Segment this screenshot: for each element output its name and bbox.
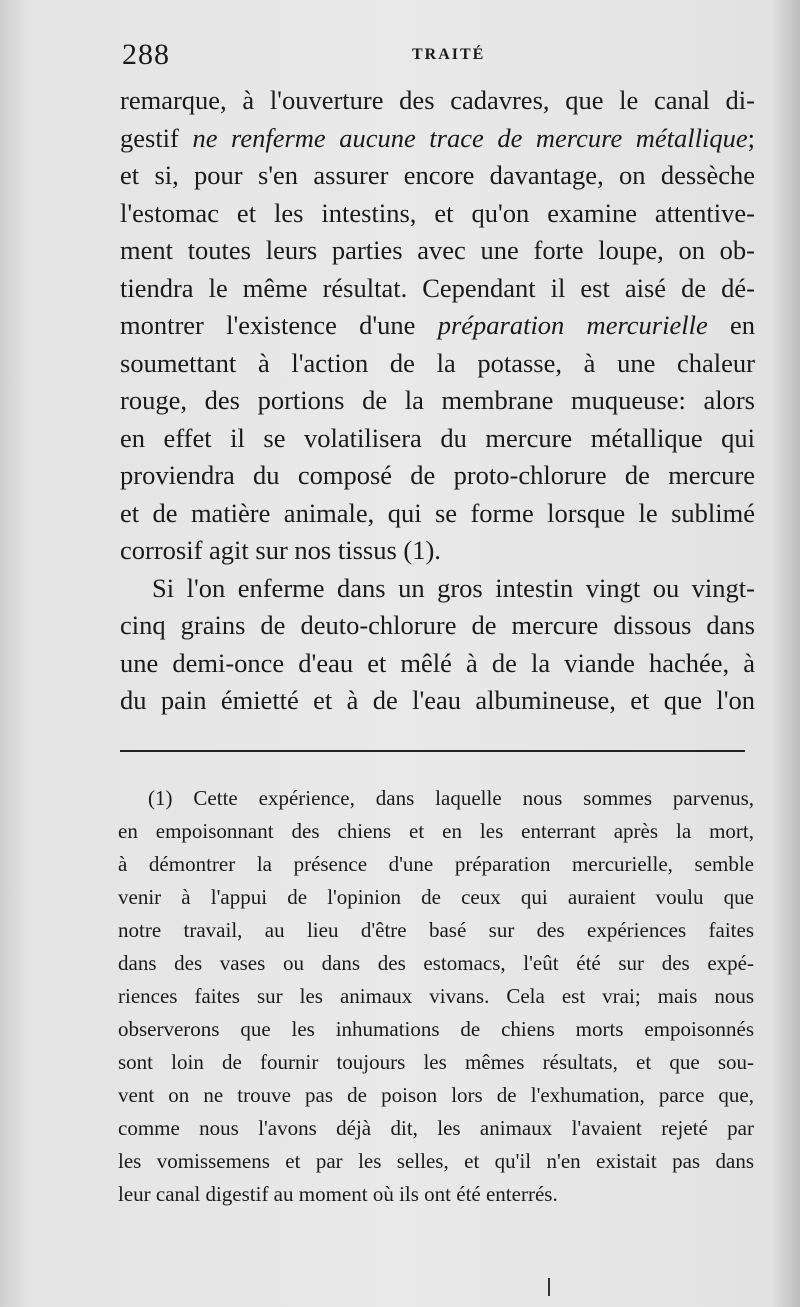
footnote-line: riences faites sur les animaux vivans. Cela est vrai; mais nous (118, 984, 754, 1008)
footnote-line: à démontrer la présence d'une préparation mercurielle, semble (118, 852, 754, 876)
footnote-line: (1) Cette expérience, dans laquelle nous sommes parvenus, (148, 786, 754, 810)
text-line: ment toutes leurs parties avec une forte loupe, on ob- (120, 235, 755, 265)
text-line: et de matière animale, qui se forme lorsque le sublimé (120, 497, 755, 528)
page-number: 288 (122, 38, 170, 71)
footnote-line: les vomissemens et par les selles, et qu'il n'en existait pas dans (118, 1149, 754, 1173)
text-line: remarque, à l'ouverture des cadavres, que le canal di- (120, 85, 755, 115)
footnote-line: observerons que les inhumations de chiens morts empoisonnés (118, 1017, 754, 1041)
paragraph-1 (120, 82, 755, 570)
running-title: TRAITÉ (412, 46, 486, 63)
footnote-line: leur canal digestif au moment où ils ont été enterrés. (118, 1182, 558, 1206)
footnote-line: en empoisonnant des chiens et en les enterrant après la mort, (118, 819, 754, 843)
text-line: cinq grains de deuto-chlorure de mercure dissous dans (120, 610, 755, 640)
footnote-rule (120, 750, 745, 752)
printer-mark (548, 1278, 550, 1296)
text-line: et si, pour s'en assurer encore davantage, on dessèche (120, 160, 755, 190)
text-line: Si l'on enferme dans un gros intestin vingt ou vingt- (152, 572, 755, 603)
page-header (122, 38, 752, 78)
main-text (120, 82, 755, 720)
text-line: rouge, des portions de la membrane muqueuse: alors (120, 385, 755, 415)
footnote-line: comme nous l'avons déjà dit, les animaux l'avaient rejeté par (118, 1116, 754, 1140)
italic-phrase: préparation mercurielle (437, 310, 708, 340)
text-line: montrer l'existence d'une préparation mercurielle en (120, 310, 756, 340)
footnote-line: sont loin de fournir toujours les mêmes résultats, et que sou- (118, 1050, 754, 1074)
footnote (118, 782, 754, 1211)
text-line: tiendra le même résultat. Cependant il est aisé de dé- (120, 272, 755, 303)
text-line: en effet il se volatilisera du mercure métallique qui (120, 422, 755, 453)
text-line: corrosif agit sur nos tissus (1). (120, 535, 441, 565)
footnote-line: dans des vases ou dans des estomacs, l'eût été sur des expé- (118, 951, 754, 975)
paragraph-2 (120, 570, 755, 720)
text-line: proviendra du composé de proto-chlorure de mercure (120, 460, 755, 490)
text-line: une demi-once d'eau et mêlé à de la viande hachée, à (120, 647, 755, 678)
text-line: soumettant à l'action de la potasse, à une chaleur (120, 347, 755, 378)
footnote-line: venir à l'appui de l'opinion de ceux qui auraient voulu que (118, 885, 754, 909)
text-line-italic: gestif ne renferme aucune trace de mercure métallique; (120, 122, 756, 153)
footnote-paragraph (118, 782, 754, 1211)
footnote-line: vent on ne trouve pas de poison lors de l'exhumation, parce que, (118, 1083, 754, 1107)
footnote-line: notre travail, au lieu d'être basé sur des expériences faites (118, 918, 754, 942)
text-line: du pain émietté et à de l'eau albumineuse, et que l'on (120, 685, 755, 715)
italic-phrase: ne renferme aucune trace de mercure métallique (192, 122, 748, 153)
text-line: l'estomac et les intestins, et qu'on examine attentive- (120, 197, 755, 228)
